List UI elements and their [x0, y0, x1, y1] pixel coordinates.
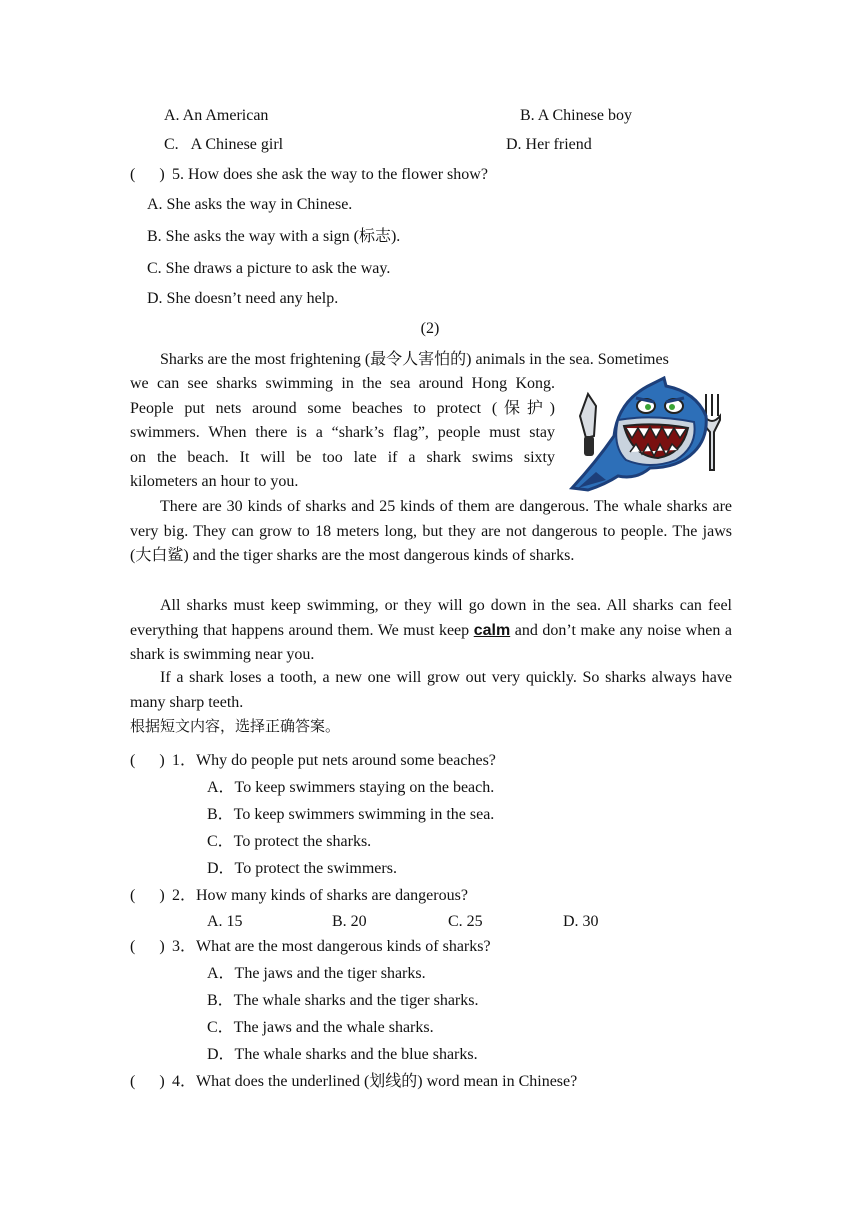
passage-p4-text: If a shark loses a tooth, a new one will grow out very quickly. So sharks always have many sharp teeth. [130, 669, 732, 711]
underlined-word: calm [473, 621, 511, 639]
q2-question: 2．How many kinds of sharks are dangerous? [172, 887, 468, 904]
q3-option-a: A．The jaws and the tiger sharks. [207, 965, 426, 982]
q3-answer-blank[interactable]: ( ) [130, 938, 165, 955]
q1-option-a: A．To keep swimmers staying on the beach. [207, 779, 495, 796]
passage-p2-text: There are 30 kinds of sharks and 25 kinds of them are dangerous. The whale sharks are very big. They can grow to 18 meters long, but they are not dangerous to people. The jaws (大白鲨) and the tiger sharks are the most dangerous kinds of sharks. [130, 498, 732, 564]
q4-option-a: A. An American [164, 107, 269, 124]
instruction: 根据短文内容，选择正确答案。 [130, 717, 341, 735]
q1-answer-blank[interactable]: ( ) [130, 752, 165, 769]
q4-option-d: D. Her friend [506, 136, 592, 153]
q4-answer-blank[interactable]: ( ) [130, 1073, 165, 1090]
passage-p3-text-before: All sharks must keep swimming, or they will go down in the sea. All sharks can feel everything that happens around them. We must keep [130, 597, 732, 639]
shark-illustration [566, 376, 724, 492]
q5-answer-blank[interactable]: ( ) [130, 166, 165, 183]
passage-p4 [130, 666, 732, 715]
q2-answer-blank[interactable]: ( ) [130, 887, 165, 904]
q3-option-c: C．The jaws and the whale sharks. [207, 1019, 434, 1036]
passage-p1-line: kilometers an hour to you. [130, 473, 299, 490]
q2-option-d: D. 30 [563, 913, 599, 930]
q1-option-d: D．To protect the swimmers. [207, 860, 397, 877]
q4-question: 4．What does the underlined (划线的) word mean in Chinese? [172, 1073, 578, 1090]
passage-p1-line: swimmers. When there is a “shark’s flag”, people must stay [130, 424, 555, 441]
q2-option-b: B. 20 [332, 913, 367, 930]
q3-option-b: B．The whale sharks and the tiger sharks. [207, 992, 479, 1009]
q1-question: 1．Why do people put nets around some beaches? [172, 752, 496, 769]
q5-option-a: A. She asks the way in Chinese. [147, 196, 353, 213]
q1-option-c: C．To protect the sharks. [207, 833, 372, 850]
passage-p1-line: we can see sharks swimming in the sea around Hong Kong. [130, 375, 555, 392]
q4-option-c: C. A Chinese girl [164, 136, 284, 153]
q2-option-c: C. 25 [448, 913, 483, 930]
q4-option-b: B. A Chinese boy [520, 107, 633, 124]
passage-p1-line: People put nets around some beaches to protect (保护) [130, 399, 555, 417]
section-number: (2) [420, 320, 440, 337]
q5-option-d: D. She doesn’t need any help. [147, 290, 339, 307]
passage-p2 [130, 495, 732, 569]
passage-p1-wrapped [130, 372, 555, 495]
q3-question: 3．What are the most dangerous kinds of sharks? [172, 938, 491, 955]
knife-icon [580, 394, 596, 456]
passage-p3-text-after: and don’t make any noise when a shark is swimming near you. [130, 621, 732, 663]
passage-p3 [130, 594, 732, 668]
q5-option-b: B. She asks the way with a sign (标志). [147, 228, 401, 245]
q1-option-b: B．To keep swimmers swimming in the sea. [207, 806, 495, 823]
q5-option-c: C. She draws a picture to ask the way. [147, 260, 391, 277]
q2-option-a: A. 15 [207, 913, 243, 930]
q3-option-d: D．The whale sharks and the blue sharks. [207, 1046, 478, 1063]
q5-question: 5. How does she ask the way to the flower show? [172, 166, 488, 183]
passage-p1-line: on the beach. It will be too late if a shark swims sixty [130, 448, 555, 466]
passage-p1-first-line: Sharks are the most frightening (最令人害怕的) animals in the sea. Sometimes [160, 351, 669, 368]
